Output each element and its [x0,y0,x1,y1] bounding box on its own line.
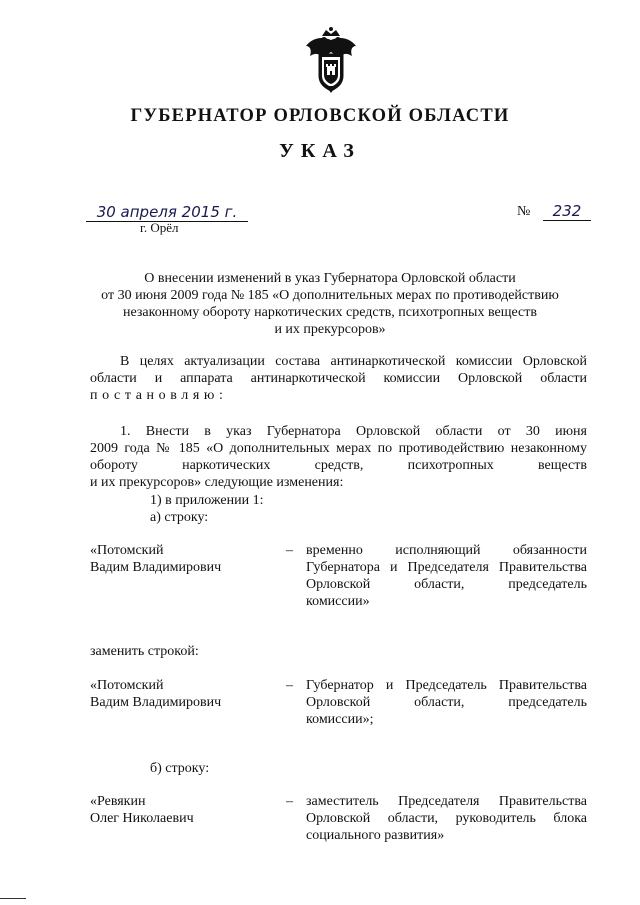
subitem-b: б) строку: [150,761,210,776]
entry-name [90,677,270,711]
scan-edge-divider [0,898,26,899]
governor-title: ГУБЕРНАТОР ОРЛОВСКОЙ ОБЛАСТИ [130,106,510,126]
document-type-title: УКАЗ [279,140,361,162]
preamble-decree-word: постановляю: [90,388,228,403]
handwritten-date: 30 апреля 2015 г. [86,203,248,222]
entry-surname: «Ревякин [90,794,146,809]
entry-description [306,542,587,610]
entry-desc-line: временно исполняющий обязанности [306,543,587,558]
entry-surname: «Потомский [90,678,164,693]
handwritten-number: 232 [543,202,591,221]
entry-dash: – [286,543,293,558]
subitem-1: 1) в приложении 1: [150,493,264,508]
entry-desc-line: Орловской области, председатель [306,695,587,710]
entry-dash: – [286,794,293,809]
entry-desc-line: Орловской области, руководитель блока [306,811,587,826]
entry-surname: «Потомский [90,543,164,558]
subject-line: от 30 июня 2009 года № 185 «О дополнительных мерах по противодействию [101,288,559,303]
entry-desc-line: Губернатор и Председатель Правительства [306,678,587,693]
entry-desc-line: комиссии» [306,594,370,609]
number-label: № [517,204,531,219]
entry-description [306,677,587,728]
replace-with-label: заменить строкой: [90,644,199,659]
entry-desc-line: Орловской области, председатель [306,577,587,592]
preamble-paragraph [90,353,587,404]
clause-line: 2009 года № 185 «О дополнительных мерах по противодействию незаконному [90,441,587,456]
entry-given-names: Вадим Владимирович [90,560,222,575]
entry-desc-line: комиссии»; [306,712,374,727]
document-subject [80,270,580,338]
entry-name [90,542,270,576]
entry-name [90,793,270,827]
entry-dash: – [286,678,293,693]
subject-line: незаконному обороту наркотических средств, психотропных веществ [123,305,537,320]
preamble-line: области и аппарата антинаркотической комиссии Орловской области [90,371,587,386]
clause-line: 1. Внести в указ Губернатора Орловской области от 30 июня [120,424,587,439]
entry-description [306,793,587,844]
entry-given-names: Вадим Владимирович [90,695,222,710]
subject-line: и их прекурсоров» [274,322,386,337]
subitem-a: а) строку: [150,510,209,525]
clause-1-paragraph [90,423,587,491]
subject-line: О внесении изменений в указ Губернатора Орловской области [144,271,516,286]
city-label: г. Орёл [140,220,179,235]
clause-line: и их прекурсоров» следующие изменения: [90,475,344,490]
entry-desc-line: социального развития» [306,828,445,843]
entry-desc-line: заместитель Председателя Правительства [306,794,587,809]
clause-line: обороту наркотических средств, психотропных веществ [90,458,587,473]
entry-desc-line: Губернатора и Председателя Правительства [306,560,587,575]
coat-of-arms-icon [302,26,360,94]
entry-given-names: Олег Николаевич [90,811,194,826]
preamble-line: В целях актуализации состава антинаркотической комиссии Орловской [120,354,587,369]
